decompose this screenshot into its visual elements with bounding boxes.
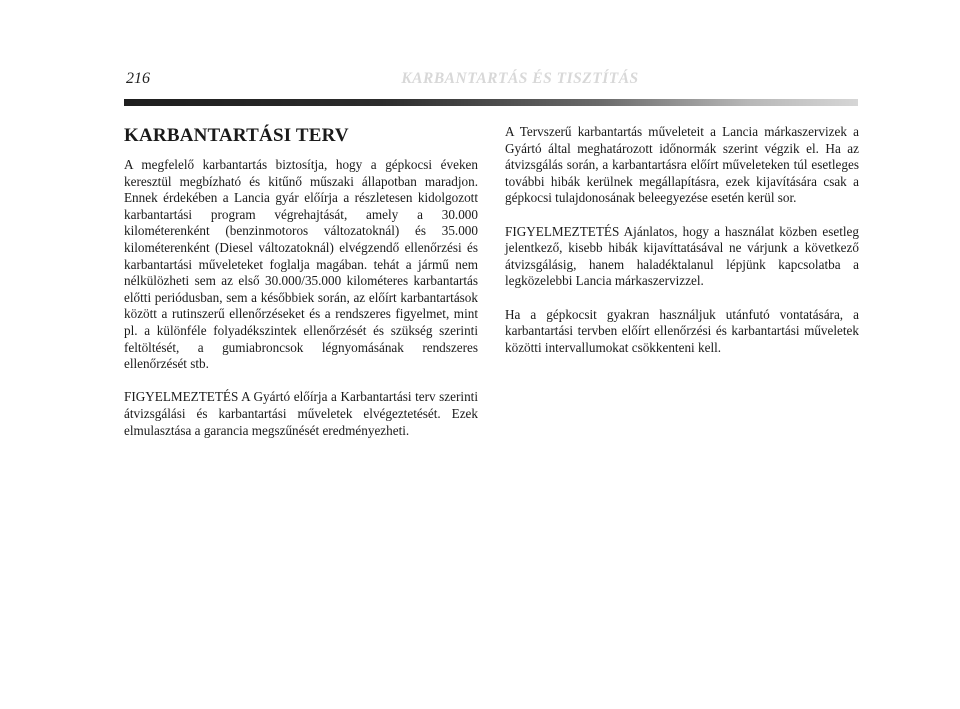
warning-paragraph-2: FIGYELMEZTETÉS Ajánlatos, hogy a használat közben esetleg jelentkező, kisebb hibák kijavíttatásával ne várjunk a következő átvizsgálásig, hanem haladéktalanul lépjünk kapcsolatba a legközelebbi Lancia márkaszervizzel.: [505, 223, 859, 289]
section-title: KARBANTARTÁS ÉS TISZTÍTÁS: [401, 70, 639, 87]
service-paragraph: A Tervszerű karbantartás műveleteit a Lancia márkaszervizek a Gyártó által meghatározott időnormák szerint végzik el. Ha az átvizsgálás során, a karbantartásra előírt műveleteken túl esetleges további hibák kerülnek megállapításra, ezek kijavítására csak a gépkocsi tulajdonosának beleegyezése esetén kerül sor.: [505, 124, 859, 206]
page-number: 216: [126, 70, 150, 87]
right-column: [505, 124, 859, 373]
intro-paragraph: A megfelelő karbantartás biztosítja, hogy a gépkocsi éveken keresztül megbízható és kitűnő műszaki állapotban maradjon. Ennek érdekében a Lancia gyár előírja a részletesen kidolgozott karbantartási program végrehajtását, amely a 30.000 kilométerenként (benzinmotoros változatoknál) és 35.000 kilométerenként (Diesel változatoknál) elvégzendő ellenőrzési és karbantartási műveleteket foglalja magában. tehát a jármű nem nélkülözheti sem az első 30.000/35.000 kilométeres karbantartás előtti periódusban, sem a későbbiek során, az előírt karbantartások között a rutinszerű ellenőrzéseket és a rendszeres figyelmet, mint pl. a különféle folyadékszintek ellenőrzését és szükség szerinti feltöltését, a gumiabroncsok légnyomásának rendszeres ellenőrzését stb.: [124, 157, 478, 372]
warning-paragraph: FIGYELMEZTETÉS A Gyártó előírja a Karbantartási terv szerinti átvizsgálási és karbantartási műveletek elvégeztetését. Ezek elmulasztása a garancia megszűnését eredményezheti.: [124, 389, 478, 438]
trailer-paragraph: Ha a gépkocsit gyakran használjuk utánfutó vontatására, a karbantartási tervben előírt ellenőrzési és karbantartási műveletek közötti intervallumokat csökkenteni kell.: [505, 306, 859, 355]
page-title: KARBANTARTÁSI TERV: [124, 125, 349, 146]
left-column: [124, 124, 478, 456]
header-rule: [124, 99, 858, 106]
